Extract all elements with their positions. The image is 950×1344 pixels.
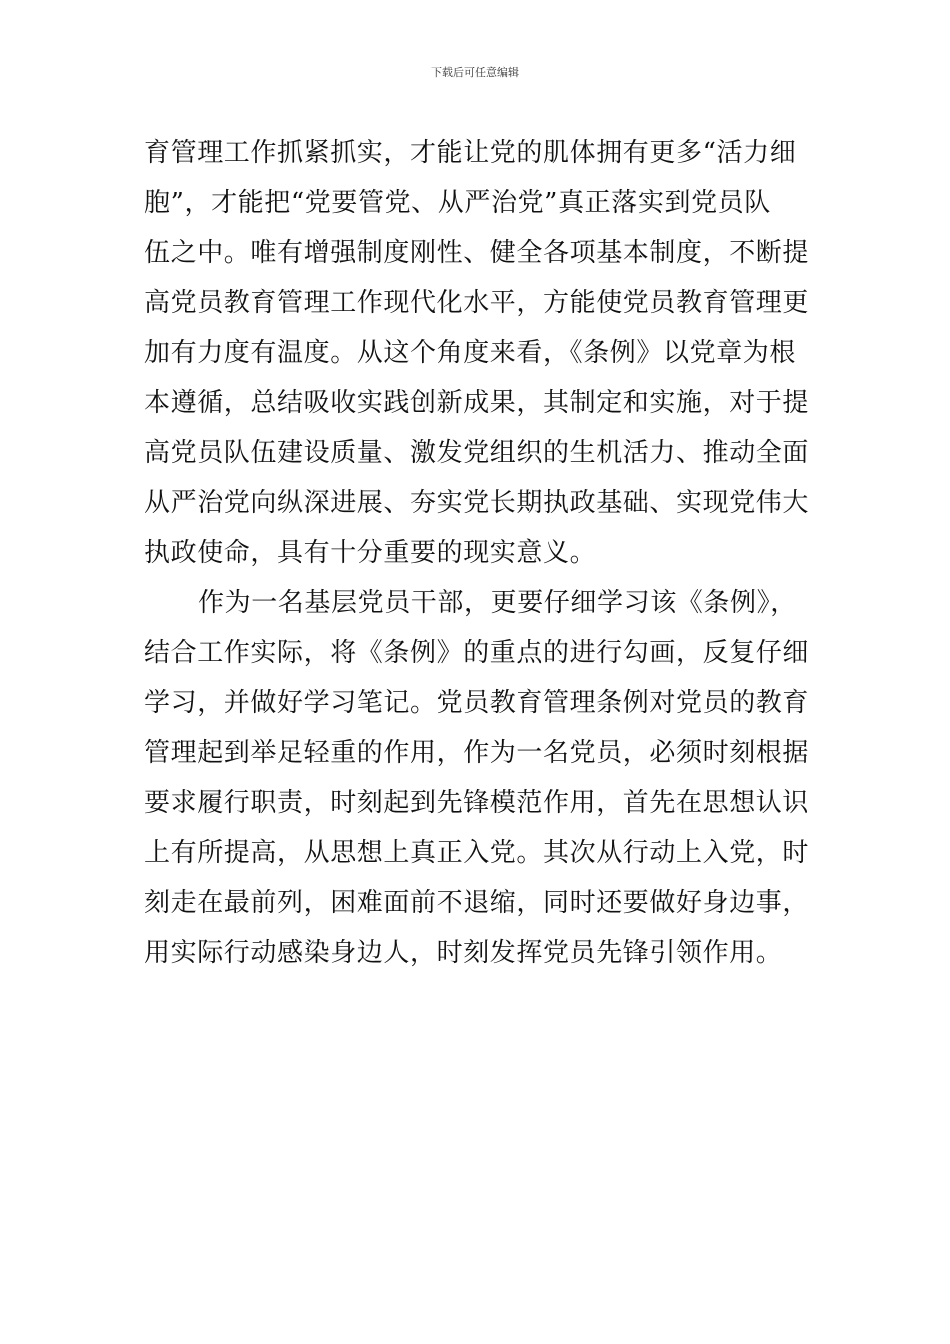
text-line: 本遵循，总结吸收实践创新成果，其制定和实施，对于提	[144, 388, 810, 418]
paragraph-2	[144, 578, 810, 978]
text-line: 学习，并做好学习笔记。党员教育管理条例对党员的教育	[144, 688, 810, 718]
text-line: 高党员教育管理工作现代化水平，方能使党员教育管理更	[144, 288, 810, 318]
text-line-indented: 作为一名基层党员干部，更要仔细学习该《条例》，	[198, 588, 797, 618]
text-line: 用实际行动感染身边人，时刻发挥党员先锋引领作用。	[144, 938, 783, 968]
text-line: 加有力度有温度。从这个角度来看，《条例》以党章为根	[144, 338, 797, 368]
text-line: 要求履行职责，时刻起到先锋模范作用，首先在思想认识	[144, 788, 810, 818]
text-line: 高党员队伍建设质量、激发党组织的生机活力、推动全面	[144, 438, 810, 468]
text-line: 结合工作实际，将《条例》的重点的进行勾画，反复仔细	[144, 638, 810, 668]
text-line: 管理起到举足轻重的作用，作为一名党员，必须时刻根据	[144, 738, 810, 768]
paragraph-1	[144, 128, 810, 578]
text-line: 执政使命，具有十分重要的现实意义。	[144, 538, 597, 568]
text-line: 胞”，才能把“党要管党、从严治党”真正落实到党员队	[144, 188, 771, 218]
text-line: 从严治党向纵深进展、夯实党长期执政基础、实现党伟大	[144, 488, 810, 518]
text-line: 育管理工作抓紧抓实，才能让党的肌体拥有更多“活力细	[144, 138, 797, 168]
text-line: 刻走在最前列，困难面前不退缩，同时还要做好身边事，	[144, 888, 810, 918]
text-line: 上有所提高，从思想上真正入党。其次从行动上入党，时	[144, 838, 810, 868]
text-line: 伍之中。唯有增强制度刚性、健全各项基本制度，不断提	[144, 238, 810, 268]
document-body	[144, 128, 810, 978]
page-header-note: 下载后可任意编辑	[431, 66, 519, 79]
